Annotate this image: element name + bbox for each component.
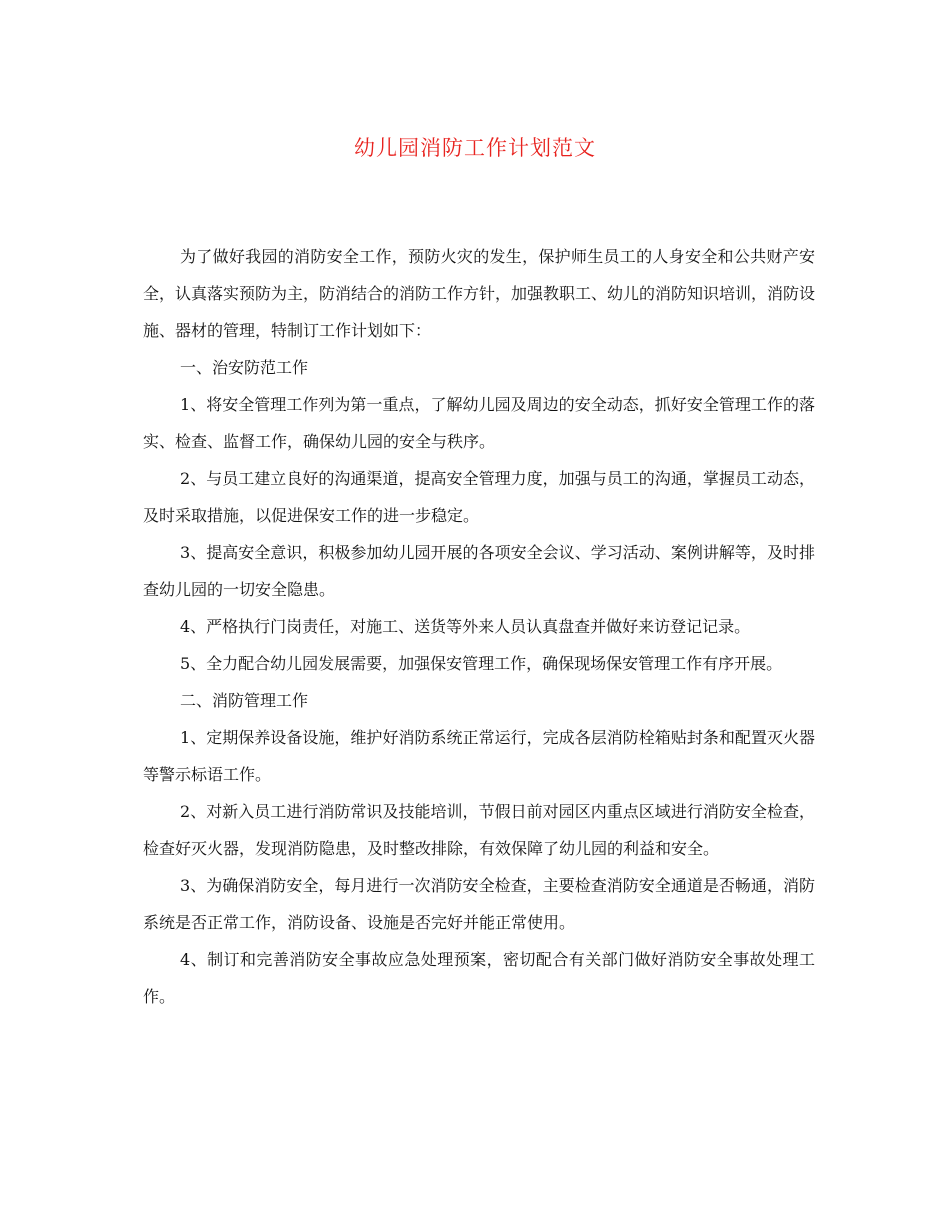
section-heading-fire: 二、消防管理工作: [180, 691, 309, 710]
security-item-2: 2、与员工建立良好的沟通渠道，提高安全管理力度，加强与员工的沟通，掌握员工动态，及时采取措施，以促进保安工作的进一步稳定。: [143, 469, 815, 525]
security-item-1: 1、将安全管理工作列为第一重点，了解幼儿园及周边的安全动态，抓好安全管理工作的落实、检查、监督工作，确保幼儿园的安全与秩序。: [143, 395, 815, 451]
security-item-3: 3、提高安全意识，积极参加幼儿园开展的各项安全会议、学习活动、案例讲解等，及时排查幼儿园的一切安全隐患。: [143, 543, 815, 599]
fire-item-1: 1、定期保养设备设施，维护好消防系统正常运行，完成各层消防栓箱贴封条和配置灭火器等警示标语工作。: [143, 728, 815, 784]
fire-item-2: 2、对新入员工进行消防常识及技能培训，节假日前对园区内重点区域进行消防安全检查，检查好灭火器，发现消防隐患，及时整改排除，有效保障了幼儿园的利益和安全。: [143, 802, 815, 858]
security-item-5: 5、全力配合幼儿园发展需要，加强保安管理工作，确保现场保安管理工作有序开展。: [180, 654, 783, 673]
document-body: [143, 238, 815, 1015]
fire-item-3: 3、为确保消防安全，每月进行一次消防安全检查，主要检查消防安全通道是否畅通，消防系统是否正常工作，消防设备、设施是否完好并能正常使用。: [143, 876, 815, 932]
document-title: 幼儿园消防工作计划范文: [354, 136, 596, 160]
section-heading-security: 一、治安防范工作: [180, 358, 309, 377]
security-item-4: 4、严格执行门岗责任，对施工、送货等外来人员认真盘查并做好来访登记记录。: [180, 617, 751, 636]
intro-paragraph: 为了做好我园的消防安全工作，预防火灾的发生，保护师生员工的人身安全和公共财产安全，认真落实预防为主，防消结合的消防工作方针，加强教职工、幼儿的消防知识培训，消防设施、器材的管理，特制订工作计划如下：: [143, 247, 816, 340]
fire-item-4: 4、制订和完善消防安全事故应急处理预案，密切配合有关部门做好消防安全事故处理工作。: [143, 950, 815, 1006]
